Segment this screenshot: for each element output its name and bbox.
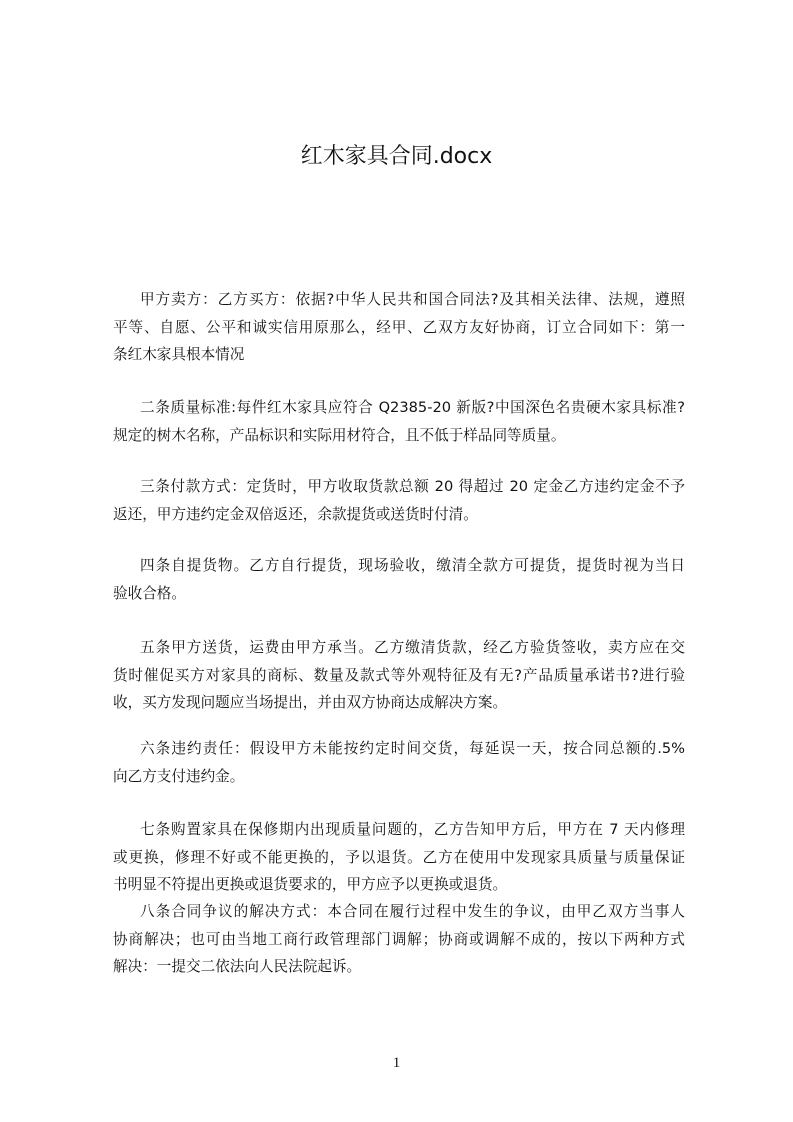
paragraph — [113, 286, 685, 369]
paragraph — [113, 898, 685, 981]
paragraph-line: 条红木家具根本情况 — [113, 346, 245, 363]
paragraph-line: 收，买方发现问题应当场提出，并由双方协商达成解决方案。 — [113, 694, 508, 711]
paragraph-line: 七条购置家具在保修期内出现质量问题的，乙方告知甲方后，甲方在 7 天内修理 — [140, 821, 685, 838]
paragraph-line: 二条质量标准:每件红木家具应符合 Q2385-20 新版?中国深色名贵硬木家具标准? — [140, 399, 685, 416]
paragraph-line: 书明显不符提出更换或退货要求的，甲方应予以更换或退货。 — [113, 876, 508, 893]
paragraph-line: 五条甲方送货，运费由甲方承当。乙方缴清货款，经乙方验货签收，卖方应在交 — [140, 639, 685, 656]
paragraph-line: 八条合同争议的解决方式：本合同在履行过程中发生的争议，由甲乙双方当事人 — [140, 903, 685, 920]
paragraph — [113, 394, 685, 449]
paragraph-line: 货时催促买方对家具的商标、数量及款式等外观特征及有无?产品质量承诺书?进行验 — [113, 666, 685, 684]
paragraph — [113, 634, 685, 717]
paragraph-line: 验收合格。 — [113, 584, 186, 602]
paragraph-line: 解决：一提交二依法向人民法院起诉。 — [113, 958, 362, 975]
paragraph-line: 甲方卖方：乙方买方：依据?中华人民共和国合同法?及其相关法律、法规，遵照 — [140, 291, 685, 308]
paragraph-line: 规定的树木名称，产品标识和实际用材符合，且不低于样品同等质量。 — [113, 426, 566, 444]
paragraph-line: 四条自提货物。乙方自行提货，现场验收，缴清全款方可提货，提货时视为当日 — [140, 557, 685, 574]
paragraph-line: 协商解决；也可由当地工商行政管理部门调解；协商或调解不成的，按以下两种方式 — [113, 930, 685, 948]
paragraph — [113, 816, 685, 899]
paragraph-line: 六条违约责任：假设甲方未能按约定时间交货，每延误一天，按合同总额的.5% — [140, 740, 685, 757]
document-title: 红木家具合同.docx — [300, 144, 493, 169]
paragraph — [113, 735, 685, 790]
paragraph — [113, 473, 685, 528]
paragraph — [113, 552, 685, 607]
page-number: 1 — [392, 1055, 401, 1071]
paragraph-line: 或更换，修理不好或不能更换的，予以退货。乙方在使用中发现家具质量与质量保证 — [113, 848, 685, 866]
paragraph-line: 向乙方支付违约金。 — [113, 767, 245, 785]
paragraph-line: 平等、自愿、公平和诚实信用原那么，经甲、乙双方友好协商，订立合同如下：第一 — [113, 318, 685, 336]
paragraph-line: 三条付款方式：定货时，甲方收取货款总额 20 得超过 20 定金乙方违约定金不予 — [140, 478, 685, 495]
paragraph-line: 返还，甲方违约定金双倍返还，余款提货或送货时付清。 — [113, 505, 478, 523]
